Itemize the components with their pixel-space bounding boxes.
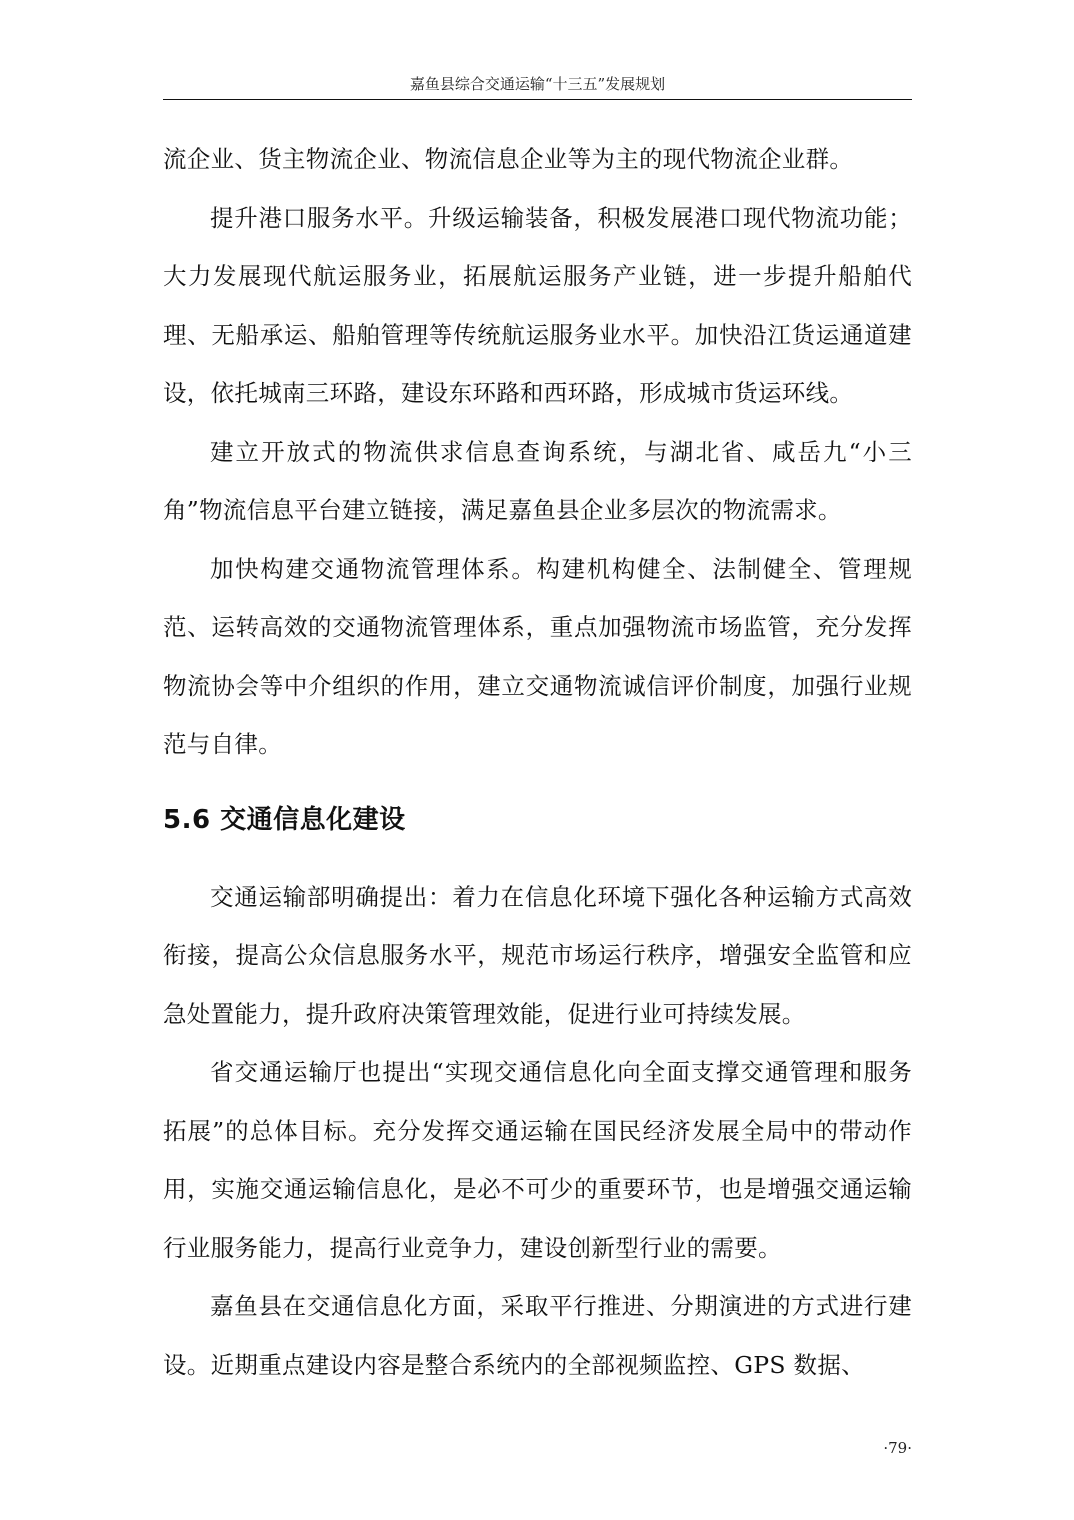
paragraph-provincial-goal: 省交通运输厅也提出“实现交通信息化向全面支撑交通管理和服务拓展”的总体目标。充分发挥交通运输在国民经济发展全局中的带动作用，实施交通运输信息化，是必不可少的重要环节，也是增强交通运输行业服务能力，提高行业竞争力，建设创新型行业的需要。 [163, 1058, 912, 1262]
paragraph-logistics-info-system: 建立开放式的物流供求信息查询系统，与湖北省、咸岳九“小三角”物流信息平台建立链接，满足嘉鱼县企业多层次的物流需求。 [163, 437, 912, 524]
paragraph-logistics-management: 加快构建交通物流管理体系。构建机构健全、法制健全、管理规范、运转高效的交通物流管理体系，重点加强物流市场监管，充分发挥物流协会等中介组织的作用，建立交通物流诚信评价制度，加强行业规范与自律。 [163, 554, 912, 758]
header-divider [163, 99, 912, 100]
document-body [163, 130, 912, 1394]
paragraph-port-service: 提升港口服务水平。升级运输装备，积极发展港口现代物流功能；大力发展现代航运服务业，拓展航运服务产业链，进一步提升船舶代理、无船承运、船舶管理等传统航运服务业水平。加快沿江货运通道建设，依托城南三环路，建设东环路和西环路，形成城市货运环线。 [163, 203, 912, 407]
page-header-title: 嘉鱼县综合交通运输“十三五”发展规划 [409, 75, 666, 93]
paragraph-ministry-statement: 交通运输部明确提出：着力在信息化环境下强化各种运输方式高效衔接，提高公众信息服务水平，规范市场运行秩序，增强安全监管和应急处置能力，提升政府决策管理效能，促进行业可持续发展。 [163, 882, 912, 1028]
section-heading: 5.6 交通信息化建设 [163, 804, 406, 835]
page-number: ·79· [883, 1439, 912, 1457]
paragraph-continuation: 流企业、货主物流企业、物流信息企业等为主的现代物流企业群。 [163, 145, 854, 173]
paragraph-county-plan: 嘉鱼县在交通信息化方面，采取平行推进、分期演进的方式进行建设。近期重点建设内容是整合系统内的全部视频监控、GPS 数据、 [163, 1292, 912, 1379]
